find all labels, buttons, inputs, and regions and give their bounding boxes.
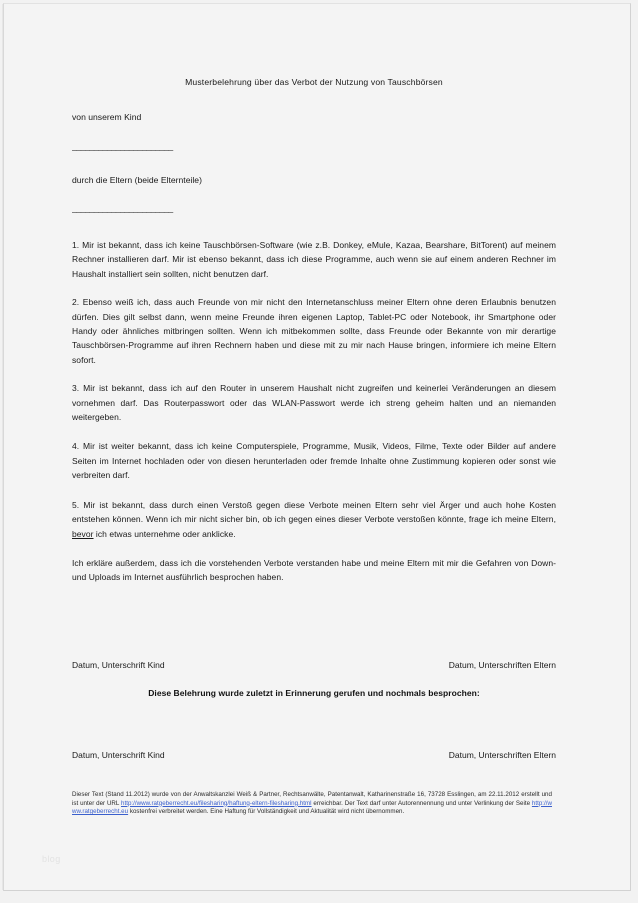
document-title: Musterbelehrung über das Verbot der Nutzung von Tauschbörsen <box>185 77 443 87</box>
clause-paragraph-1: 1. Mir ist bekannt, dass ich keine Tauschbörsen-Software (wie z.B. Donkey, eMule, Kazaa, Bearshare, BitTorent) auf meinem Rechner installieren darf. Mir ist ebenso bekannt, dass ich diese Programme, auch wenn sie auf einem anderen Rechner im Haushalt installiert sein sollten, nicht benutzen darf. <box>72 240 556 279</box>
footer-attribution <box>72 791 552 817</box>
clause-5-text-after: ich etwas unternehme oder anklicke. <box>93 528 236 539</box>
closing-statement: Ich erkläre außerdem, dass ich die vorstehenden Verbote verstanden habe und meine Eltern mit mir die Gefahren von Down- und Uploads im Internet ausführlich besprochen haben. <box>72 557 556 583</box>
signature-label-parents-bottom: Datum, Unterschriften Eltern <box>448 749 556 760</box>
document-content <box>72 0 556 763</box>
reminder-note: Diese Belehrung wurde zuletzt in Erinnerung gerufen und nochmals besprochen: <box>148 687 480 698</box>
signature-separator-1: _______________________ <box>72 141 173 151</box>
clause-paragraph-4: 4. Mir ist weiter bekannt, dass ich keine Computerspiele, Programme, Musik, Videos, Filme, Texte oder Bilder auf andere Seiten im Internet hochladen oder von diesen herunterladen oder fremde Inhalte ohne Zustimmung kopieren oder sonst wie verbreiten darf. <box>72 441 556 481</box>
signature-label-parents-top: Datum, Unterschriften Eltern <box>448 659 556 670</box>
footer-link-filesharing[interactable]: http://www.ratgeberrecht.eu/filesharing/haftung-eltern-filesharing.html <box>121 799 312 807</box>
signature-separator-2: _______________________ <box>72 203 173 213</box>
clause-5-text-before: 5. Mir ist bekannt, dass durch einen Verstoß gegen diese Verbote meinen Eltern sehr viel Ärger und auch hohe Kosten entstehen können. Wenn ich mir nicht sicher bin, ob ich gegen eines dieser Verbote verstoßen könnte, frage ich meine Eltern, <box>72 499 556 525</box>
signature-label-child-top: Datum, Unterschrift Kind <box>72 659 165 670</box>
subject-line: von unserem Kind <box>72 112 142 122</box>
clause-5-emphasis: bevor <box>72 528 94 539</box>
signature-row-top <box>72 659 556 673</box>
clause-paragraph-5 <box>72 498 556 541</box>
footer-text-part-3: kostenfrei verbreitet werden. Eine Haftung für Vollständigkeit und Aktualität wird nicht übernommen. <box>128 808 405 816</box>
footer-text-part-2: erreichbar. Der Text darf unter Autorennennung und unter Verlinkung der Seite <box>311 799 532 807</box>
footer-text-part-1: Dieser Text (Stand 11.2012) wurde von der Anwaltskanzlei Weiß & Partner, Rechtsanwälte, Patentanwalt, Katharinenstraße 16, 73728 Esslingen, am 22.11.2012 erstellt und ist unter der URL <box>72 791 552 807</box>
signature-row-bottom <box>72 749 556 763</box>
by-line: durch die Eltern (beide Elternteile) <box>72 175 202 185</box>
signature-label-child-bottom: Datum, Unterschrift Kind <box>72 749 165 760</box>
page-watermark: blog <box>42 854 61 864</box>
clause-paragraph-3: 3. Mir ist bekannt, dass ich auf den Router in unserem Haushalt nicht zugreifen und keinerlei Veränderungen an diesem vornehmen darf. Das Routerpasswort oder das WLAN-Passwort werde ich streng geheim halten und an niemanden weitergeben. <box>72 383 556 423</box>
footer-link-ratgeberrecht[interactable]: http://www.ratgeberrecht.eu <box>72 799 553 816</box>
clause-paragraph-2: 2. Ebenso weiß ich, dass auch Freunde von mir nicht den Internetanschluss meiner Eltern ohne deren Erlaubnis benutzen dürfen. Dies gilt selbst dann, wenn meine Freunde ihren eigenen Laptop, Tablet-PC oder Notebook, ihr Smartphone oder Handy oder ähnliches mitbringen sollten. Wenn ich mitbekommen sollte, dass Freunde oder Bekannte von mir derartige Tauschbörsen-Programme auf ihren Rechnern haben und diese mit zu mir nach Hause bringen, informiere ich meine Eltern sofort. <box>72 297 556 365</box>
